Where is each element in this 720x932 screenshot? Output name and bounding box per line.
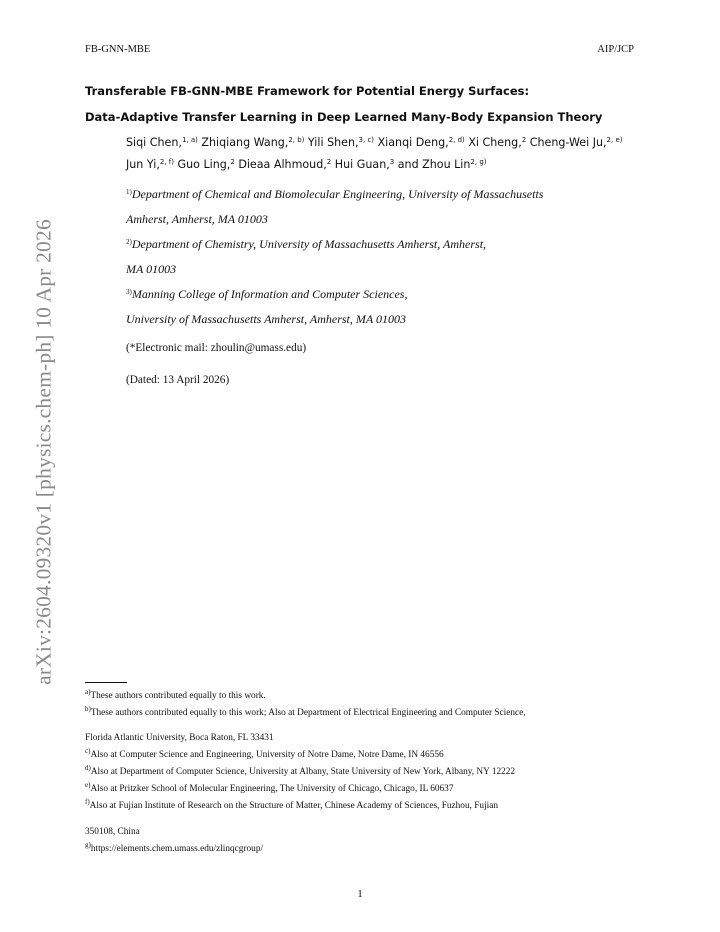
running-header-right: AIP/JCP: [597, 44, 634, 55]
affiliation-2: $^{2)}$Department of Chemistry, University of Massachusetts Amherst, Amherst, MA 01003: [126, 237, 487, 276]
author: Xi Cheng,$^2$: [468, 136, 527, 149]
footnote-a: $^{a)}$These authors contributed equally to this work.: [85, 688, 266, 701]
footnote-e: $^{e)}$Also at Pritzker School of Molecular Engineering, The University of Chicago, Chicago, IL 60637: [85, 781, 454, 794]
author-list: [126, 132, 636, 176]
author: Dieaa Alhmoud,$^2$: [238, 158, 332, 171]
footnote-f-continued: 350108, China: [85, 827, 140, 837]
author: Guo Ling,$^2$: [177, 158, 235, 171]
affiliation-1: $^{1)}$Department of Chemical and Biomolecular Engineering, University of Massachusetts Amherst, Amherst, MA 01003: [126, 187, 544, 226]
affiliation-3: $^{3)}$Manning College of Information and Computer Sciences, University of Massachusetts Amherst, Amherst, MA 01003: [126, 287, 408, 326]
author: Hui Guan,$^3$: [334, 158, 395, 171]
footnote-b: $^{b)}$These authors contributed equally to this work; Also at Department of Electrical Engineering and Computer Science,: [85, 705, 526, 718]
footnote-f: $^{f)}$Also at Fujian Institute of Research on the Structure of Matter, Chinese Academy of Sciences, Fuzhou, Fujian: [85, 798, 499, 811]
author: and Zhou Lin$^{2, g)}$: [397, 158, 487, 171]
author: Zhiqiang Wang,$^{2, b)}$: [201, 136, 305, 149]
author: Xianqi Deng,$^{2, d)}$: [377, 136, 465, 149]
paper-title-line-2: Data-Adaptive Transfer Learning in Deep Learned Many-Body Expansion Theory: [85, 110, 603, 124]
footnote-b-continued: Florida Atlantic University, Boca Raton, FL 33431: [85, 733, 274, 743]
author: Cheng-Wei Ju,$^{2, e)}$: [529, 136, 623, 149]
page-number: 1: [357, 888, 363, 900]
author: Yili Shen,$^{3, c)}$: [307, 136, 375, 149]
author: Siqi Chen,$^{1, a)}$: [126, 136, 198, 149]
author: Jun Yi,$^{2, f)}$: [126, 158, 174, 171]
arxiv-identifier-stamp: arXiv:2604.09320v1 [physics.chem-ph] 10 Apr 2026: [31, 219, 56, 685]
running-header-left: FB-GNN-MBE: [85, 44, 151, 55]
date-line: (Dated: 13 April 2026): [126, 374, 230, 386]
paper-title-line-1: Transferable FB-GNN-MBE Framework for Potential Energy Surfaces:: [85, 84, 530, 98]
contact-email: (*Electronic mail: zhoulin@umass.edu): [126, 342, 307, 354]
footnote-divider: [85, 682, 127, 683]
footnote-c: $^{c)}$Also at Computer Science and Engineering, University of Notre Dame, Notre Dame, IN 46556: [85, 747, 444, 760]
footnote-g: $^{g)}$https://elements.chem.umass.edu/zlinqcgroup/: [85, 841, 264, 854]
footnote-d: $^{d)}$Also at Department of Computer Science, University at Albany, State University of New York, Albany, NY 12222: [85, 764, 516, 777]
